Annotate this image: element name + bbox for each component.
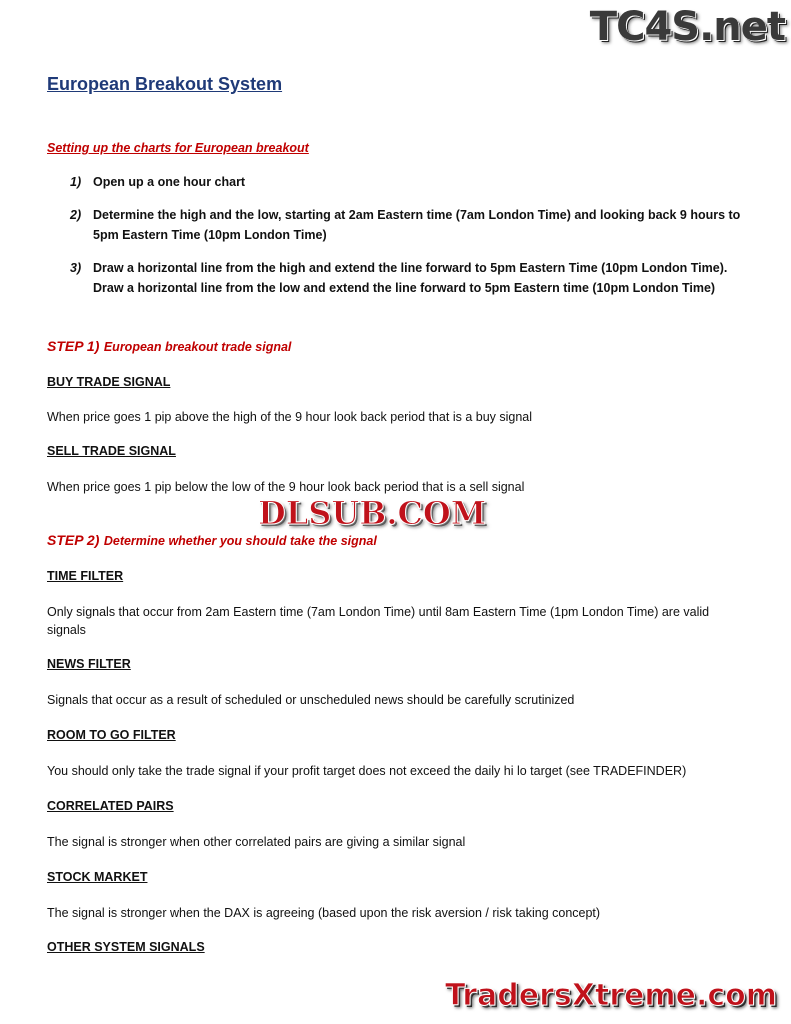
setup-item-3 xyxy=(70,258,750,298)
step-2-label: STEP 2) xyxy=(47,532,100,548)
step-1-text: European breakout trade signal xyxy=(103,340,292,354)
buy-signal-heading: BUY TRADE SIGNAL xyxy=(47,375,171,389)
tc4s-watermark: TC4S.net xyxy=(589,4,785,50)
step-1-heading xyxy=(47,338,291,356)
sell-signal-text: When price goes 1 pip below the low of the 9 hour look back period that is a sell signal xyxy=(47,480,525,494)
step-2-text: Determine whether you should take the signal xyxy=(103,534,377,548)
setup-list xyxy=(70,172,750,298)
setup-item-number: 2) xyxy=(70,208,82,222)
room-to-go-text: You should only take the trade signal if your profit target does not exceed the daily hi lo target (see TRADEFINDER) xyxy=(47,764,687,778)
setup-item-2 xyxy=(70,205,750,245)
stock-market-text: The signal is stronger when the DAX is agreeing (based upon the risk aversion / risk taking concept) xyxy=(47,906,601,920)
correlated-pairs-text: The signal is stronger when other correlated pairs are giving a similar signal xyxy=(47,835,466,849)
room-to-go-heading: ROOM TO GO FILTER xyxy=(47,728,176,742)
time-filter-text: Only signals that occur from 2am Eastern time (7am London Time) until 8am Eastern Time (1pm London Time) are valid signals xyxy=(47,605,710,637)
document-title: European Breakout System xyxy=(47,74,283,94)
setup-heading: Setting up the charts for European breakout xyxy=(47,141,309,155)
tradersxtreme-watermark: TradersXtreme.com xyxy=(445,978,777,1013)
stock-market-heading: STOCK MARKET xyxy=(47,870,148,884)
setup-item-text: Open up a one hour chart xyxy=(93,175,246,189)
dlsub-watermark: DLSUB.COM xyxy=(258,494,487,532)
step-2-heading xyxy=(47,532,377,550)
correlated-pairs-heading: CORRELATED PAIRS xyxy=(47,799,174,813)
step-1-label: STEP 1) xyxy=(47,338,100,354)
sell-signal-heading: SELL TRADE SIGNAL xyxy=(47,444,176,458)
news-filter-heading: NEWS FILTER xyxy=(47,657,131,671)
setup-item-text: Determine the high and the low, starting at 2am Eastern time (7am London Time) and looking back 9 hours to 5pm Eastern Time (10pm London Time) xyxy=(93,208,741,242)
setup-item-number: 1) xyxy=(70,175,82,189)
setup-item-number: 3) xyxy=(70,261,82,275)
setup-item-text: Draw a horizontal line from the high and extend the line forward to 5pm Eastern Time (10pm London Time). Draw a horizontal line from the low and extend the line forward to 5pm Eastern time (10pm London Time) xyxy=(93,261,728,295)
setup-item-1 xyxy=(70,172,750,192)
buy-signal-text: When price goes 1 pip above the high of the 9 hour look back period that is a buy signal xyxy=(47,410,533,424)
time-filter-heading: TIME FILTER xyxy=(47,569,124,583)
other-system-signals-heading: OTHER SYSTEM SIGNALS xyxy=(47,940,205,954)
news-filter-text: Signals that occur as a result of scheduled or unscheduled news should be carefully scrutinized xyxy=(47,693,575,707)
